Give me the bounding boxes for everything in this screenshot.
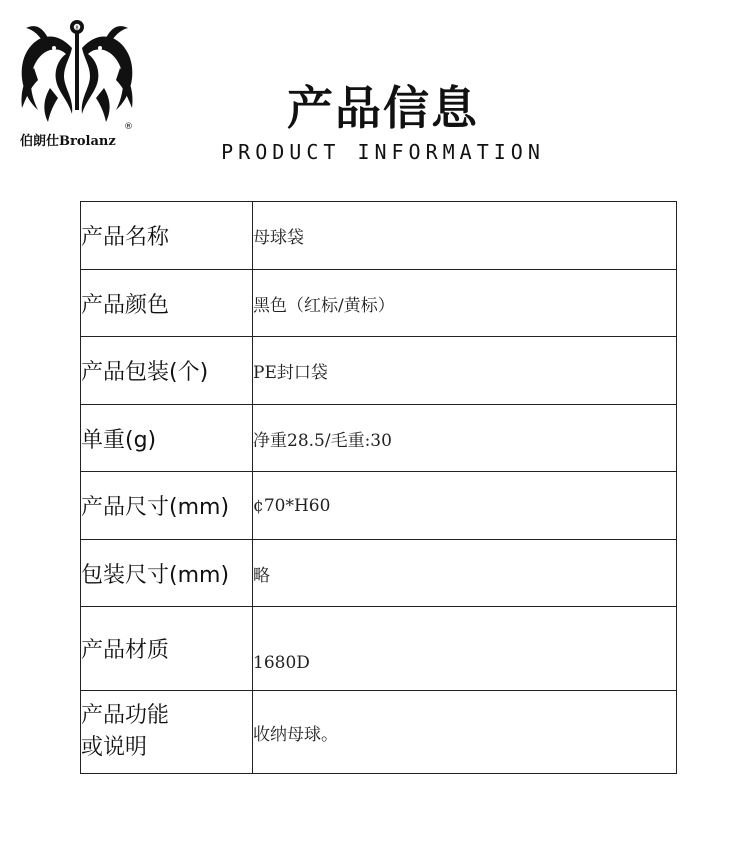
table-row [81,540,677,607]
row-label: 产品名称 [81,202,253,270]
page-subtitle: PRODUCT INFORMATION [221,140,545,164]
table-row [81,472,677,540]
row-value: PE封口袋 [253,337,677,405]
table-row [81,337,677,405]
row-value: 略 [253,540,677,607]
row-label [81,691,253,774]
row-value: 黑色（红标/黄标） [253,270,677,337]
svg-text:8: 8 [75,25,79,32]
row-label: 产品材质 [81,607,253,691]
row-label-line: 产品功能 [81,703,170,728]
table-row [81,607,677,691]
table-row [81,691,677,774]
row-value: 净重28.5/毛重:30 [253,405,677,472]
row-value: 收纳母球。 [253,691,677,774]
brand-name: 伯朗仕Brolanz [20,134,116,149]
row-label: 单重(g) [81,405,253,472]
table-row [81,405,677,472]
product-info-table [80,201,677,774]
row-label: 包装尺寸(mm) [81,540,253,607]
row-value: 1680D [253,607,677,691]
row-label-line: 或说明 [81,735,148,760]
row-label: 产品包装(个) [81,337,253,405]
registered-mark: ® [124,122,133,132]
table-row [81,270,677,337]
table-row [81,202,677,270]
row-label: 产品颜色 [81,270,253,337]
row-value: 母球袋 [253,202,677,270]
row-value: ¢70*H60 [253,472,677,540]
row-label: 产品尺寸(mm) [81,472,253,540]
page-title: 产品信息 [287,81,479,135]
